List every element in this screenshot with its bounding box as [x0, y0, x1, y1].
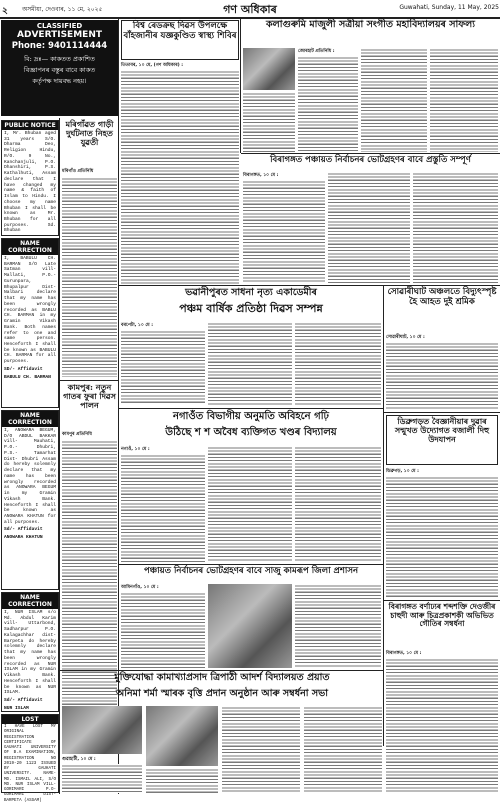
article-majuli-body-1: [298, 56, 358, 152]
advertisement-label: ADVERTISEMENT: [17, 30, 102, 40]
article-kamrup-photo: [208, 584, 292, 668]
article-scholarship-body-2: [146, 768, 218, 793]
article-scholarship-photo-1: [62, 706, 142, 754]
name-correction-name: BABULU CH. BARMAN: [4, 374, 51, 380]
name-correction-body: I, BABULU CH. BARMAN S/O Late Satman vill- Mallati, P.O.- Gurunpara, Bhupalpur Dist- Nalbari declare that my name has been wrongly recorded as BABLU CH. BARMAN in my Gramin Vikash Bank. Both names refer to one and same person. Henceforth I shall be known as BABULU CH. BARMAN for all purposes.: [4, 256, 56, 365]
article-school-headline-1: নগাওঁত বিভাগীয় অনুমতি অবিহনে গঢ়ি: [172, 411, 330, 422]
name-correction-title: NAME CORRECTION: [2, 239, 58, 255]
article-dibrugarh-headline-box: [386, 415, 498, 465]
classified-note-1: বি: দ্ৰঃ— কাকতত প্ৰকাশিত: [24, 55, 95, 63]
article-majuli-photo: [243, 48, 295, 90]
name-correction-name: NUR ISLAM: [4, 705, 29, 711]
article-scholarship-body-1: [62, 764, 142, 793]
article-school-dateline: নগাওঁ, ১০ মে :: [121, 447, 150, 452]
lost-body: I HAVE LOST MY ORIGINAL REGISTRATION CERTIFICATE OF GAUHATI UNIVERSITY OF B.A EXAMINATION, REGISTRATION NO 2019-20 1123 ISSUED BY GAUHATI UNIVERSITY. NAME- MD. ISMAIL ALI, S/O MD. NUR ISLAM VILL- GORIMARI P.O- GORIMARI DIST- BARPETA (ASSAM): [4, 725, 56, 803]
article-electrocution-body: [386, 342, 498, 410]
article-panchayat-body-3: [413, 172, 498, 283]
divider: [241, 153, 500, 154]
article-scholarship-body-3: [222, 706, 300, 793]
article-dance-body-3: [295, 322, 381, 405]
date-english: Guwahati, Sunday, 11 May, 2025: [399, 4, 499, 11]
article-school-body-2: [208, 446, 292, 562]
article-dance-headline-2: পঞ্চম বাৰ্ষিক প্ৰতিষ্ঠা দিৱস সম্পন্ন: [179, 302, 323, 315]
article-scholarship-headline-1: মুক্তিযোদ্ধা কামাখ্যাপ্ৰসাদ ত্ৰিপাঠী আদৰ্শ বিদ্যালয়ত প্ৰয়াত: [114, 672, 330, 683]
divider: [119, 408, 383, 409]
article-majuli-body-4: [430, 48, 498, 152]
article-redcross-dateline: তিতাবৰ, ১০ মে, (গণ অধিকাৰ) :: [121, 63, 184, 68]
name-correction-sign: Sd/- Affidavit: [4, 698, 43, 704]
article-school-headline-2: উঠিছে শ শ অবৈধ ব্যক্তিগত খণ্ডৰ বিদ্যালয়: [165, 427, 337, 438]
article-birangangat-dateline: বিৰাগঙ্গত, ১০ মে :: [386, 651, 422, 656]
article-birangangat-headline: বিৰাগঙ্গত বৰ্ণাঢ্যৰ শব্দশক্তি দেওজীৰ চাহুদী আৰু চিত্ৰপ্ৰকাশকী অভিভিত গৌতিৰ সম্বৰ্ধনা: [388, 602, 496, 629]
public-notice-title: PUBLIC NOTICE: [2, 121, 58, 130]
article-scholarship-dateline: গুৱাহাটী, ১০ মে :: [62, 757, 96, 762]
name-correction-3: [1, 592, 59, 712]
classified-note-2: বিজ্ঞাপনৰ বস্তুৰ বাবে কাকত: [23, 66, 96, 74]
page-number: ২: [2, 6, 8, 16]
name-correction-1: [1, 238, 59, 408]
name-correction-body: I, NUR ISLAM s/o Md. Abdul Karim vill- Uttarbond, Sadharpur P.O. Kalagachhar dist- Barpeta do hereby solemnly declare that my name has been wrongly recorded as NUR ISLAM in my Gramin Vikash Bank. Henceforth I shall be known as NUR ISLAM.: [4, 610, 56, 696]
article-kamrup-dateline: আমিনগাঁও, ১০ মে :: [121, 585, 159, 590]
article-school-body-3: [295, 446, 381, 562]
article-dance-dateline: বৰপেটা, ১০ মে :: [121, 323, 154, 328]
divider: [119, 564, 383, 565]
article-school-body-1: [121, 454, 205, 562]
column-rule: [383, 286, 384, 746]
article-electrocution-dateline: সোৱাৰীঘাট, ১০ মে :: [386, 335, 425, 340]
article-panchayat-dateline: বিৰাগঙ্গত, ১০ মে :: [243, 173, 279, 178]
name-correction-name: ANOWARA KHATUN: [4, 535, 43, 541]
article-dance-headline-1: ভৱানীপুৰত সাধনা নৃত্য একাডেমীৰ: [185, 287, 317, 298]
lost-notice: [1, 714, 59, 803]
article-kamrup-body-2: [295, 584, 381, 668]
article-majuli-headline: কলাগুৰুমি মাজুলী সত্ৰীয়া সংগীত মহাবিদ্যালয়ৰ সাফল্য: [265, 19, 476, 30]
article-majuli-body-3: [361, 48, 427, 152]
left-story-1-headline: মৰিগাঁৱত গাড়ী দুৰ্ঘটনাত নিহত যুৱতী: [65, 119, 114, 148]
public-notice-body: I, Mr. Bhuban aged 31 years S/O. Dharma Deo, Religion Hindu, R/O. 9 No., Kanchanjuli, P.O. Dhanshiri, P.S. Kathalhuti, Assam declare that I have changed my name & faith of Islam to Hindu. I choose my name Bhuban I shall be known as Mr. Bhuban for all purposes. Sd. Bhuban: [4, 131, 56, 234]
article-redcross-body: [121, 70, 239, 284]
name-correction-sign: Sd/- Affidavit: [4, 527, 43, 533]
article-panchayat-body-1: [243, 180, 325, 283]
article-dibrugarh-body: [386, 476, 498, 598]
article-redcross-headline-box: [121, 20, 239, 60]
classified-box: [1, 20, 118, 116]
divider: [384, 600, 500, 601]
article-kamrup-body-1: [121, 592, 205, 668]
divider: [384, 412, 500, 413]
article-electrocution-headline: সোৱাৰীঘাট অঞ্চলতে বিদ্যুৎস্পৃষ্ট হৈ আহত দুই শ্ৰমিক: [387, 287, 497, 307]
column-rule: [240, 18, 241, 153]
article-majuli-dateline: জোৰহাট প্ৰতিনিধি :: [298, 49, 335, 54]
name-correction-title: NAME CORRECTION: [2, 411, 58, 427]
article-scholarship-body-4: [304, 706, 382, 793]
lost-title: LOST: [2, 715, 58, 724]
article-birangangat-body: [386, 658, 498, 793]
article-redcross-headline: বিশ্ব ৰেডক্ৰছ দিৱস উপলক্ষে বাঁহজানীৰ যজ্ঞকুণ্ডিত স্বাস্থ্য শিবিৰ: [123, 21, 237, 41]
article-kamrup-headline: পঞ্চায়ত নিৰ্বাচনৰ ভোটগ্ৰহণৰ বাবে সাজু কামৰূপ জিলা প্ৰশাসন: [143, 566, 359, 576]
article-dance-body-1: [121, 330, 205, 405]
article-dance-body-2: [208, 322, 292, 405]
article-dibrugarh-headline: ডিব্ৰুগড়ত বৈজ্ঞানীয়াৰ দুৱাৰ সন্মুখত উদ্যোগত বজালী দিহু উদযাপন: [394, 416, 490, 445]
article-majuli-body-2: [243, 92, 295, 152]
divider: [60, 670, 383, 671]
name-correction-sign: SD/- Affidavit: [4, 366, 43, 372]
date-assamese: অসমীয়া, দেওবাৰ, ১১ মে, ২০২৫: [22, 6, 103, 13]
divider: [60, 380, 118, 381]
article-panchayat-body-2: [328, 172, 410, 283]
article-scholarship-photo-2: [146, 706, 218, 766]
left-story-1-body: [62, 177, 117, 377]
divider: [119, 285, 500, 286]
classified-note-3: কৰ্তৃপক্ষ দায়বদ্ধ নহয়।: [32, 77, 87, 85]
classified-label: CLASSIFIED: [36, 22, 83, 30]
article-dibrugarh-dateline: ডিব্ৰুগড়, ১০ মে :: [386, 469, 419, 474]
column-rule: [59, 118, 60, 794]
article-panchayat-headline: বিৰাগঙ্গত পঞ্চায়ত নিৰ্বাচনৰ ভোটগ্ৰহণৰ বাবে প্ৰস্তুতি সম্পূৰ্ণ: [270, 155, 471, 165]
classified-phone: Phone: 9401114444: [11, 41, 108, 51]
masthead-logo: গণ অধিকাৰ: [223, 3, 277, 16]
name-correction-2: [1, 410, 59, 590]
public-notice: [1, 120, 59, 236]
left-story-2-headline: কামপুৰ: নতুন গাতৰ ফুৰা দিৱস পালন: [63, 382, 116, 411]
article-scholarship-headline-2: অনিমা শৰ্মা স্মাৰক বৃত্তি প্ৰদান অনুষ্ঠান আৰু সম্বৰ্ধনা সভা: [116, 688, 328, 699]
name-correction-body: I, ANOWARA BEGUM, D/O ABDUL BAKKAR vill- Mauhati, P.O.- Dhubri, P.S.- Tamarhat Dist- Dhubri Assam do hereby solemnly declare that my name has been wrongly recorded as ANOWARA BEGUM in my Gramin Vikash Bank. Henceforth I shall be known as ANOWARA KHATUN for all purposes.: [4, 428, 56, 525]
left-story-2-dateline: কামপুৰ প্ৰতিনিধি: [62, 432, 92, 437]
name-correction-title: NAME CORRECTION: [2, 593, 58, 609]
left-story-1-dateline: মৰিগাঁও প্ৰতিনিধি: [62, 169, 94, 174]
